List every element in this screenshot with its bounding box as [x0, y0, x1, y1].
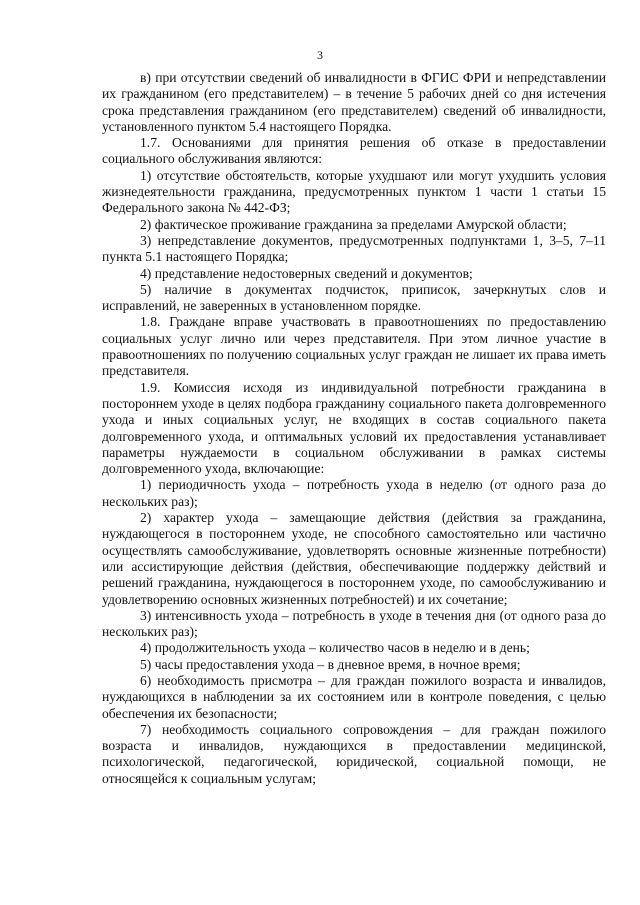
document-body [102, 70, 606, 787]
list-item-1-7-3: 3) непредставление документов, предусмотренных подпунктами 1, 3–5, 7–11 пункта 5.1 настоящего Порядка; [102, 232, 606, 265]
list-item-1-9-5: 5) часы предоставления ухода – в дневное время, в ночное время; [140, 656, 521, 672]
list-item-1-9-3: 3) интенсивность ухода – потребность в уходе в течения дня (от одного раза до нескольких раз); [102, 607, 606, 640]
list-item-1-7-5: 5) наличие в документах подчисток, приписок, зачеркнутых слов и исправлений, не заверенных в установленном порядке. [102, 281, 606, 314]
paragraph-1-7: 1.7. Основаниями для принятия решения об отказе в предоставлении социального обслуживания являются: [102, 135, 606, 167]
list-item-1-9-2: 2) характер ухода – замещающие действия (действия за гражданина, нуждающегося в постороннем уходе, не способного самостоятельно или частично осуществлять самообслуживание, удовлетворять основные жизненные потребности) или ассистирующие действия (действия, обеспечивающие поддержку действий и решений гражданина, нуждающегося в постороннем уходе, по самообслуживанию и удовлетворению основных жизненных потребностей) и их сочетание; [102, 510, 606, 607]
list-item-1-7-2: 2) фактическое проживание гражданина за пределами Амурской области; [140, 216, 567, 232]
list-item-1-9-7: 7) необходимость социального сопровождения – для граждан пожилого возраста и инвалидов, нуждающихся в предоставлении медицинской, психологической, педагогической, юридической, социальной помощи, не относящейся к социальным услугам; [102, 721, 606, 786]
list-item-1-9-1: 1) периодичность ухода – потребность ухода в неделю (от одного раза до нескольких раз); [102, 477, 606, 509]
paragraph-v-disability: в) при отсутствии сведений об инвалидности в ФГИС ФРИ и непредставлении их гражданином (его представителем) – в течение 5 рабочих дней со дня истечения срока представления гражданином (его представителем) сведений об инвалидности, установленного пунктом 5.4 настоящего Порядка. [102, 70, 606, 134]
list-item-1-9-4: 4) продолжительность ухода – количество часов в неделю и в день; [140, 640, 530, 656]
list-item-1-9-6: 6) необходимость присмотра – для граждан пожилого возраста и инвалидов, нуждающихся в наблюдении за их состоянием или в контроле поведения, с целью обеспечения их безопасности; [102, 672, 606, 721]
list-item-1-7-4: 4) представление недостоверных сведений и документов; [140, 265, 473, 281]
list-item-1-7-1: 1) отсутствие обстоятельств, которые ухудшают или могут ухудшить условия жизнедеятельности гражданина, предусмотренных пунктом 1 части 1 статьи 15 Федерального закона № 442-ФЗ; [102, 167, 606, 216]
paragraph-1-8: 1.8. Граждане вправе участвовать в правоотношениях по предоставлению социальных услуг лично или через представителя. При этом личное участие в правоотношениях по получению социальных услуг граждан не лишает их права иметь представителя. [102, 314, 606, 379]
paragraph-1-9: 1.9. Комиссия исходя из индивидуальной потребности гражданина в постороннем уходе в целях подбора гражданину социального пакета долговременного ухода и иных социальных услуг, не входящих в состав социального пакета долговременного ухода, и оптимальных условий их предоставления устанавливает параметры нуждаемости в социальном обслуживании в рамках системы долговременного ухода, включающие: [102, 379, 606, 477]
page-number: 3 [317, 48, 323, 62]
